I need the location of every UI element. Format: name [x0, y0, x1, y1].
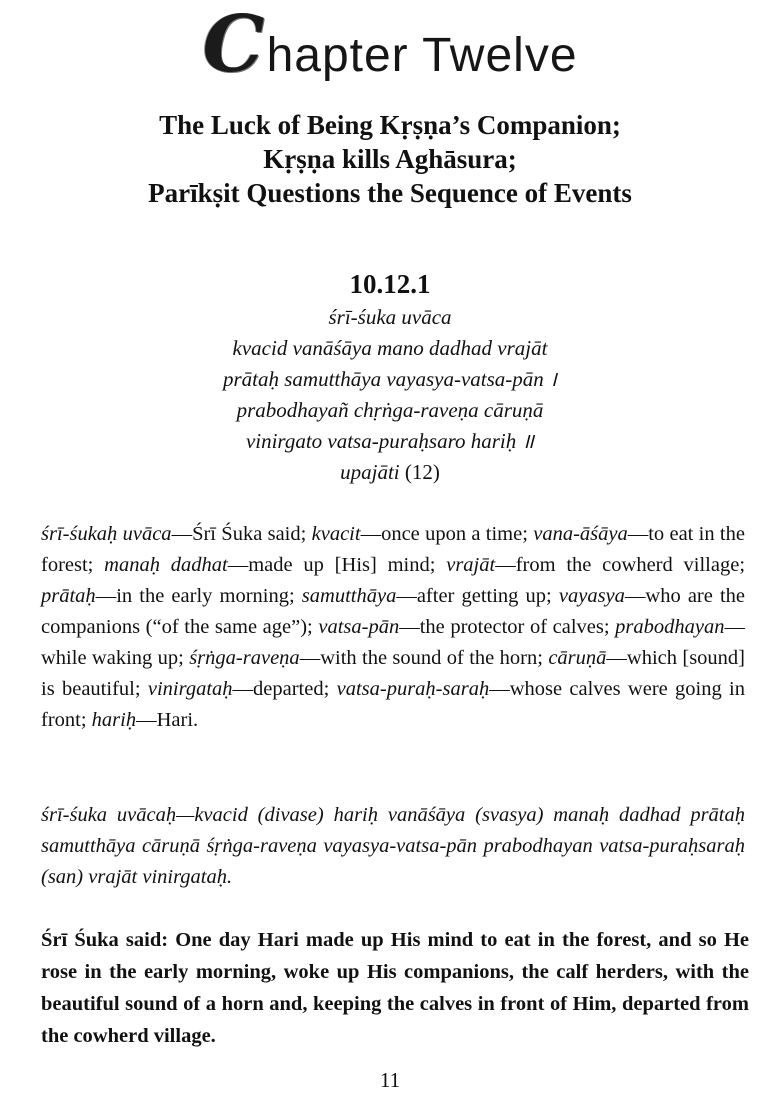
wfw-meaning: —in the early morning; [95, 585, 302, 607]
wfw-term: hariḥ [91, 709, 137, 731]
verse-number: 10.12.1 [349, 269, 431, 299]
chapter-title-text: hapter Twelve [266, 29, 578, 82]
verse-text [0, 302, 780, 488]
ornamental-initial: C [202, 0, 265, 90]
verse-meter [0, 457, 780, 488]
wfw-term: vana-āśāya [533, 523, 628, 545]
wfw-meaning: —with the sound of the horn; [299, 647, 549, 669]
wfw-meaning: —Hari. [136, 709, 199, 731]
wfw-meaning: —Śrī Śuka said; [171, 523, 312, 545]
verse-line: śrī-śuka uvāca [328, 305, 452, 329]
wfw-meaning: —to eat in the forest; [41, 523, 745, 576]
verse-line: vinirgato vatsa-puraḥsaro hariḥ ॥ [245, 429, 535, 453]
chapter-subtitle [0, 108, 780, 210]
wfw-meaning: —departed; [232, 678, 337, 700]
wfw-meaning: —the protector of calves; [399, 616, 616, 638]
wfw-meaning: —after getting up; [396, 585, 559, 607]
chapter-title [0, 0, 780, 95]
translation: Śrī Śuka said: One day Hari made up His mind to eat in the forest, and so He rose in the early morning, woke up His companions, the calf herders, with the beautiful sound of a horn and, keeping the calves in front of Him, departed from the cowherd village. [41, 929, 749, 1047]
wfw-term: samutthāya [301, 585, 397, 607]
wfw-term: vinirgataḥ [147, 678, 233, 700]
word-for-word-meanings [41, 519, 745, 736]
wfw-meaning: —who are the companions (“of the same age”); [41, 585, 746, 638]
wfw-meaning: —which [sound] is beautiful; [41, 647, 745, 700]
wfw-meaning: —made up [His] mind; [227, 554, 447, 576]
verse-line: prātaḥ samutthāya vayasya-vatsa-pān । [223, 367, 557, 391]
subtitle-line: The Luck of Being Kṛṣṇa’s Companion; [159, 110, 621, 140]
subtitle-line: Kṛṣṇa kills Aghāsura; [263, 144, 517, 174]
wfw-term: vrajāt [446, 554, 496, 576]
wfw-term: vatsa-pān [318, 616, 400, 638]
wfw-meaning: —once upon a time; [360, 523, 534, 545]
meter-count: (12) [399, 460, 440, 484]
wfw-term: śrī-śukaḥ uvāca [41, 523, 172, 545]
wfw-meaning: —whose calves were going in front; [41, 678, 746, 731]
wfw-term: manaḥ dadhat [104, 554, 228, 576]
wfw-meaning: —while waking up; [41, 616, 745, 669]
wfw-term: prātaḥ [41, 585, 96, 607]
prose-order: śrī-śuka uvācaḥ—kvacid (divase) hariḥ vanāśāya (svasya) manaḥ dadhad prātaḥ samutthāya cāruṇā śṛṅga-raveṇa vayasya-vatsa-pān prabodhayan vatsa-puraḥsaraḥ (san) vrajāt vinirgataḥ. [41, 804, 745, 888]
subtitle-line: Parīkṣit Questions the Sequence of Events [148, 178, 632, 208]
page-number: 11 [379, 1068, 401, 1092]
meter-name: upajāti [340, 460, 400, 484]
verse-line: kvacid vanāśāya mano dadhad vrajāt [232, 336, 548, 360]
wfw-term: cāruṇā [548, 647, 607, 669]
wfw-term: vatsa-puraḥ-saraḥ [336, 678, 490, 700]
wfw-term: śṛṅga-raveṇa [189, 647, 300, 669]
wfw-term: kvacit [311, 523, 361, 545]
verse-line: prabodhayañ chṛṅga-raveṇa cāruṇā [236, 398, 544, 422]
wfw-term: prabodhayan [615, 616, 725, 638]
wfw-term: vayasya [558, 585, 625, 607]
wfw-meaning: —from the cowherd village; [495, 554, 746, 576]
